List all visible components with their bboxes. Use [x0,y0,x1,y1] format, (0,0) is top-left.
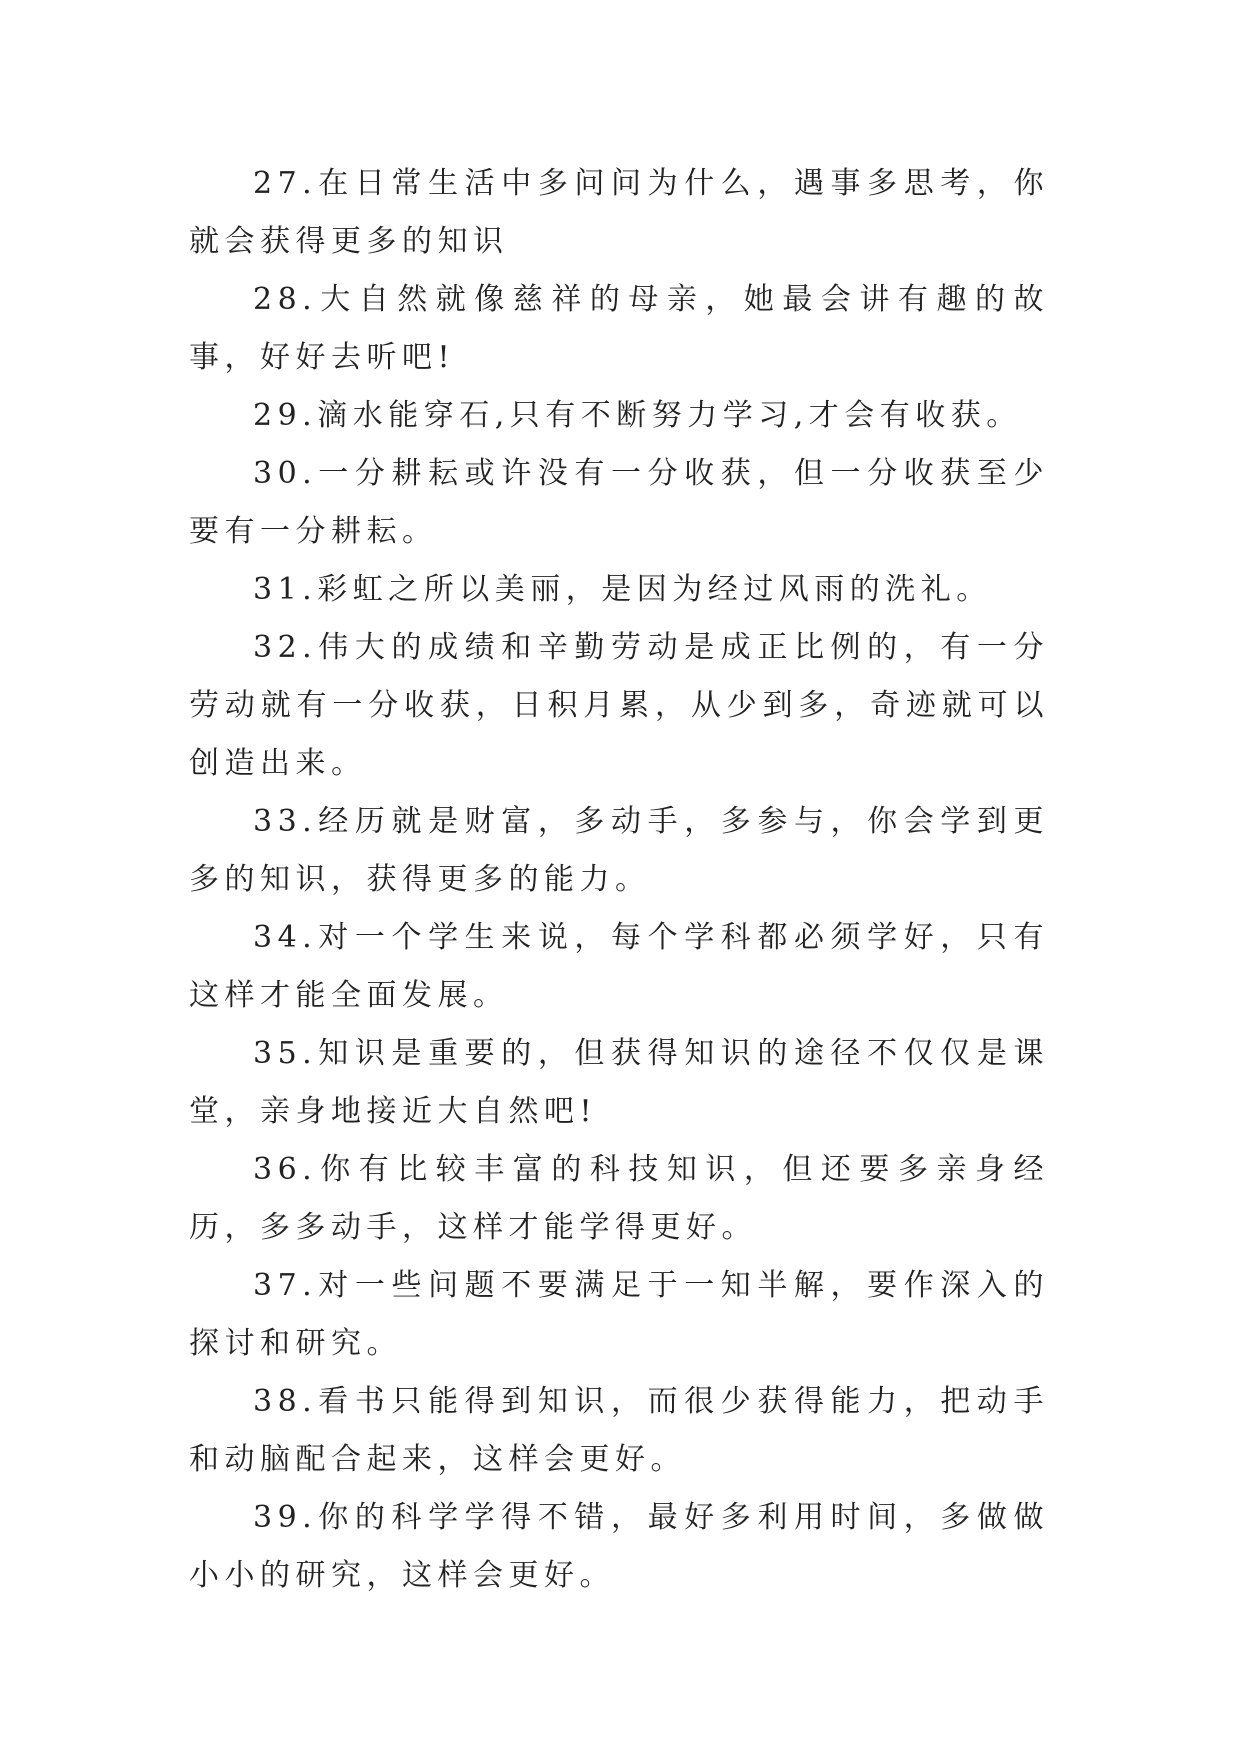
paragraph-27: 27.在日常生活中多问问为什么，遇事多思考，你就会获得更多的知识 [189,166,1049,259]
document-body [189,155,1049,1605]
paragraph-29: 29.滴水能穿石,只有不断努力学习,才会有收获。 [253,398,1022,433]
paragraph-28: 28.大自然就像慈祥的母亲，她最会讲有趣的故事，好好去听吧! [189,282,1049,375]
paragraph-33: 33.经历就是财富，多动手，多参与，你会学到更多的知识，获得更多的能力。 [189,804,1049,897]
paragraph-39: 39.你的科学学得不错，最好多利用时间，多做做小小的研究，这样会更好。 [189,1500,1049,1593]
paragraph-32: 32.伟大的成绩和辛勤劳动是成正比例的，有一分劳动就有一分收获，日积月累，从少到多，奇迹就可以创造出来。 [189,630,1049,781]
paragraph-31: 31.彩虹之所以美丽，是因为经过风雨的洗礼。 [253,572,992,607]
paragraph-37: 37.对一些问题不要满足于一知半解，要作深入的探讨和研究。 [189,1268,1049,1361]
paragraph-34: 34.对一个学生来说，每个学科都必须学好，只有这样才能全面发展。 [189,920,1049,1013]
paragraph-35: 35.知识是重要的，但获得知识的途径不仅仅是课堂，亲身地接近大自然吧! [189,1036,1049,1129]
paragraph-36: 36.你有比较丰富的科技知识，但还要多亲身经历，多多动手，这样才能学得更好。 [189,1152,1049,1245]
paragraph-38: 38.看书只能得到知识，而很少获得能力，把动手和动脑配合起来，这样会更好。 [189,1384,1049,1477]
paragraph-30: 30.一分耕耘或许没有一分收获，但一分收获至少要有一分耕耘。 [189,456,1049,549]
